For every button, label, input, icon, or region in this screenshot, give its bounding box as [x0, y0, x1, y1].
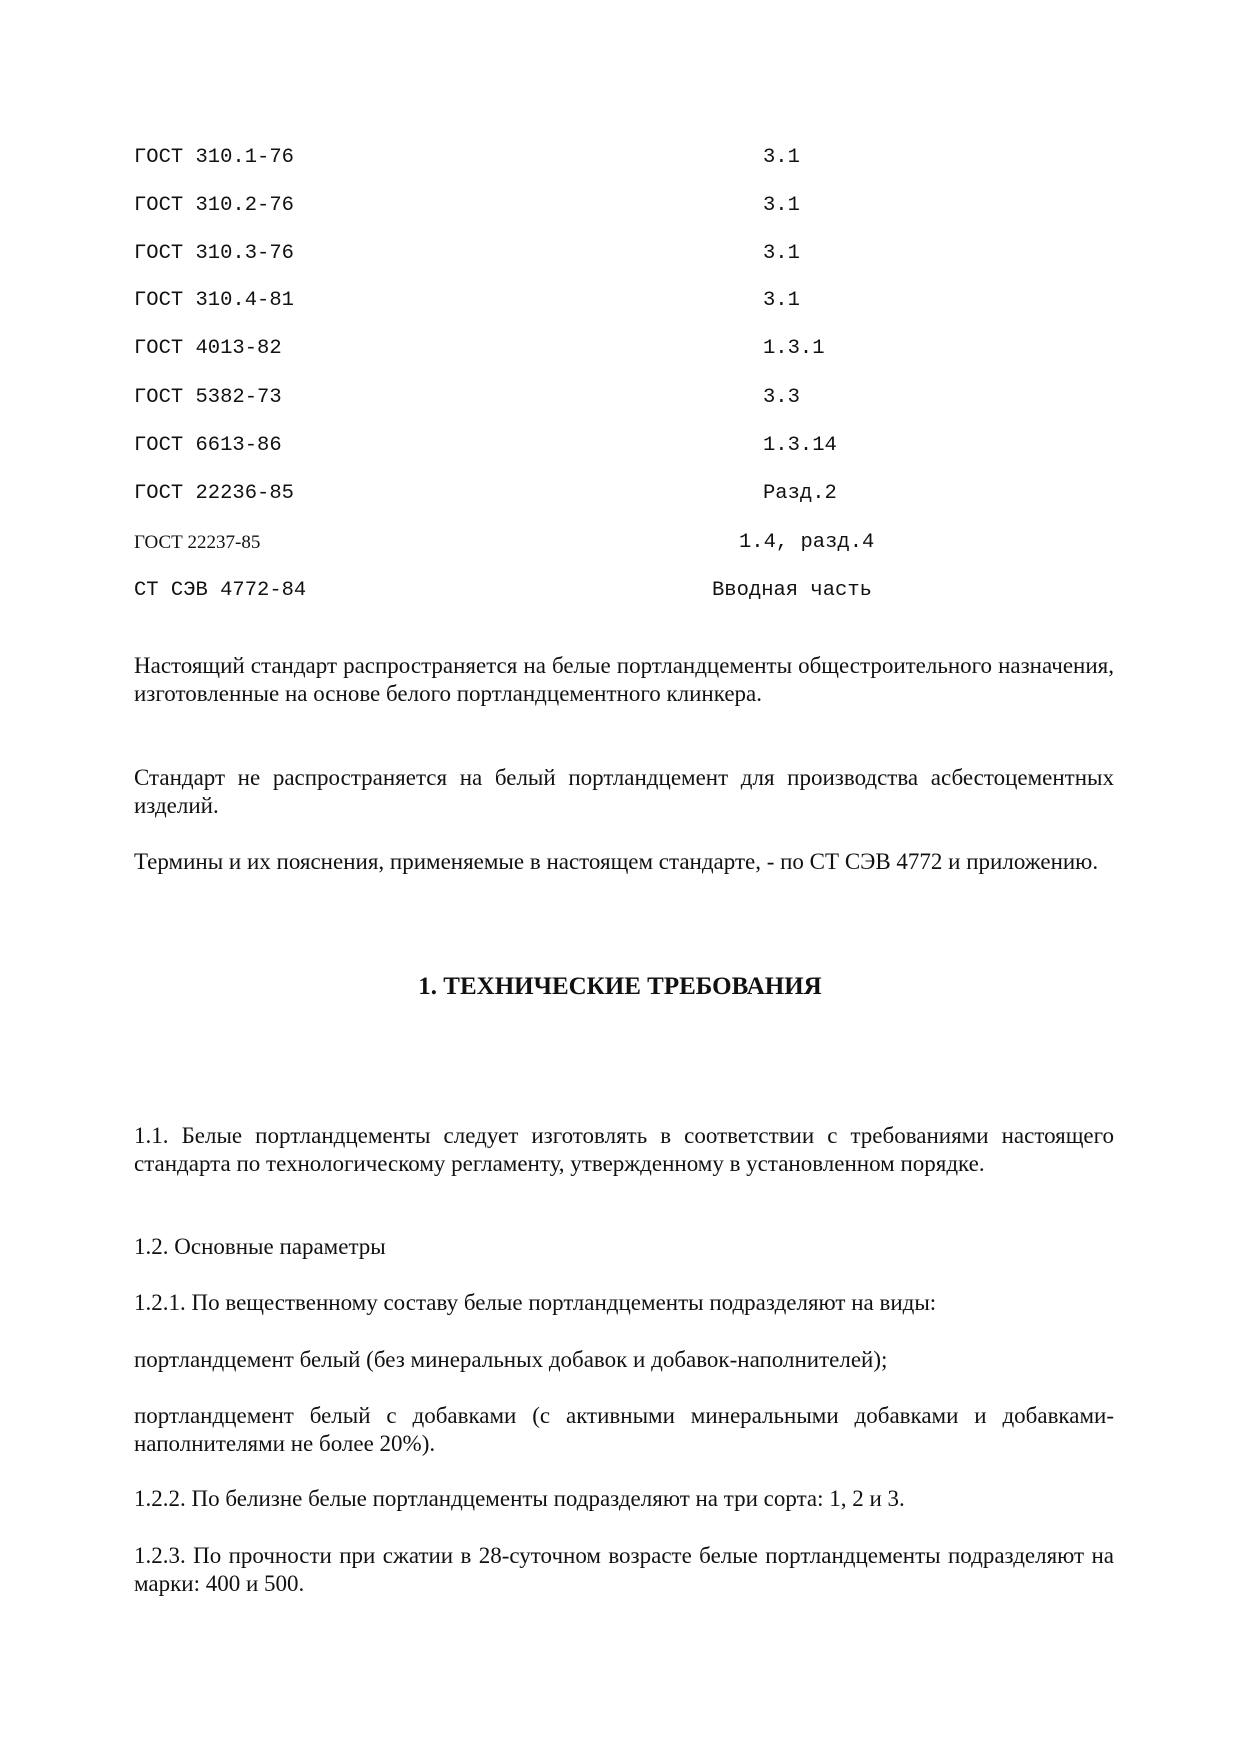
reference-doc: ГОСТ 5382-73: [134, 386, 282, 409]
reference-doc: ГОСТ 310.1-76: [134, 146, 294, 169]
clause-paragraph: портландцемент белый с добавками (с активными минеральными добавками и добавками-наполнителями не более 20%).: [134, 1403, 1114, 1456]
clause-paragraph: 1.2. Основные параметры: [134, 1234, 386, 1259]
reference-doc: ГОСТ 4013-82: [134, 337, 282, 360]
clause-paragraph: 1.2.3. По прочности при сжатии в 28-суточном возрасте белые портландцементы подразделяют на марки: 400 и 500.: [134, 1543, 1114, 1596]
clause-paragraph: 1.1. Белые портландцементы следует изготовлять в соответствии с требованиями настоящего стандарта по технологическому регламенту, утвержденному в установленном порядке.: [134, 1123, 1114, 1176]
reference-doc: ГОСТ 310.2-76: [134, 194, 294, 217]
reference-section: 3.1: [763, 289, 800, 312]
reference-section: 1.4, разд.4: [739, 531, 875, 554]
reference-section: 3.1: [763, 194, 800, 217]
reference-doc: ГОСТ 310.3-76: [134, 242, 294, 265]
reference-section: 3.3: [763, 386, 800, 409]
reference-doc: СТ СЭВ 4772-84: [134, 579, 307, 602]
reference-doc: ГОСТ 22236-85: [134, 482, 294, 505]
clause-paragraph: 1.2.2. По белизне белые портландцементы подразделяют на три сорта: 1, 2 и 3.: [134, 1486, 905, 1511]
reference-section: 3.1: [763, 146, 800, 169]
reference-section: 3.1: [763, 242, 800, 265]
reference-section: 1.3.14: [763, 434, 837, 457]
section-heading: 1. ТЕХНИЧЕСКИЕ ТРЕБОВАНИЯ: [418, 973, 822, 1000]
clause-paragraph: 1.2.1. По вещественному составу белые портландцементы подразделяют на виды:: [134, 1290, 937, 1315]
reference-section: Разд.2: [763, 482, 837, 505]
intro-paragraph: Стандарт не распространяется на белый портландцемент для производства асбестоцементных изделий.: [134, 765, 1114, 818]
intro-paragraph: Термины и их пояснения, применяемые в настоящем стандарте, - по СТ СЭВ 4772 и приложению.: [134, 849, 1099, 874]
reference-doc: ГОСТ 22237-85: [134, 532, 261, 553]
intro-paragraph: Настоящий стандарт распространяется на белые портландцементы общестроительного назначения, изготовленные на основе белого портландцементного клинкера.: [134, 653, 1114, 706]
reference-doc: ГОСТ 310.4-81: [134, 289, 294, 312]
reference-doc: ГОСТ 6613-86: [134, 434, 282, 457]
reference-section: Вводная часть: [712, 579, 872, 602]
clause-paragraph: портландцемент белый (без минеральных добавок и добавок-наполнителей);: [134, 1347, 888, 1372]
reference-section: 1.3.1: [763, 337, 825, 360]
